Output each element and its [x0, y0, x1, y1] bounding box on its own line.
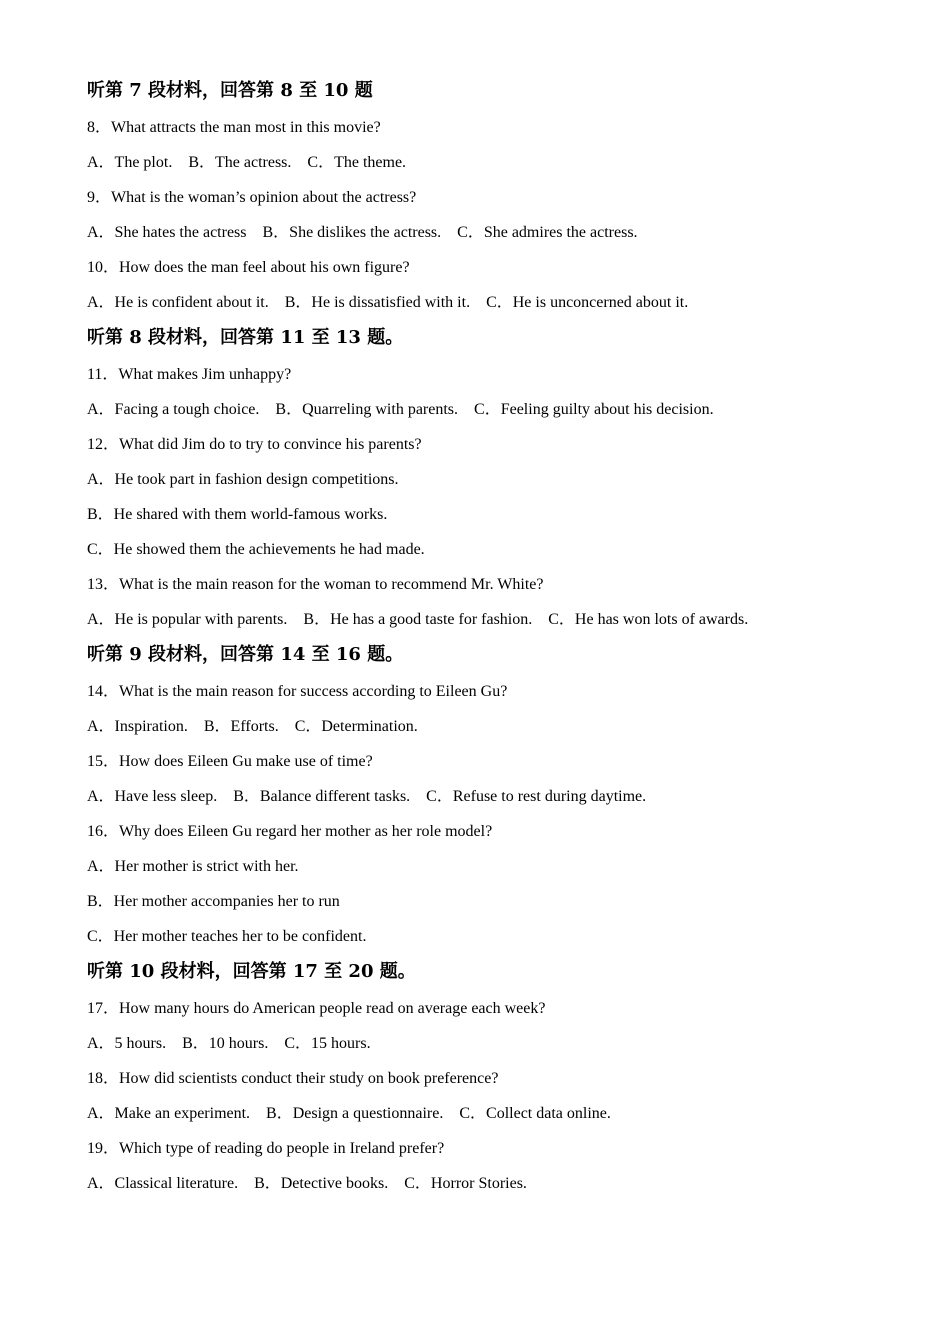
question-text: 10．How does the man feel about his own figure? [87, 259, 410, 276]
section-heading: 听第 7 段材料，回答第 8 至 10 题 [87, 80, 373, 101]
question-text: 17．How many hours do American people read on average each week? [87, 1000, 546, 1017]
answer-options: A．She hates the actress B．She dislikes the actress. C．She admires the actress. [87, 224, 638, 241]
section-heading: 听第 8 段材料，回答第 11 至 13 题。 [87, 327, 404, 348]
question-text: 8．What attracts the man most in this movie? [87, 119, 381, 136]
answer-options: A．Have less sleep. B．Balance different tasks. C．Refuse to rest during daytime. [87, 788, 647, 805]
answer-option: B．Her mother accompanies her to run [87, 893, 340, 910]
answer-option: C．Her mother teaches her to be confident. [87, 928, 367, 945]
answer-options: A．5 hours. B．10 hours. C．15 hours. [87, 1035, 371, 1052]
question-text: 12．What did Jim do to try to convince his parents? [87, 436, 422, 453]
question-text: 14．What is the main reason for success according to Eileen Gu? [87, 683, 508, 700]
answer-options: A．The plot. B．The actress. C．The theme. [87, 154, 407, 171]
question-text: 18．How did scientists conduct their study on book preference? [87, 1070, 499, 1087]
answer-options: A．Classical literature. B．Detective books. C．Horror Stories. [87, 1175, 527, 1192]
answer-option: A．He took part in fashion design competitions. [87, 471, 399, 488]
answer-options: A．He is confident about it. B．He is dissatisfied with it. C．He is unconcerned about it. [87, 294, 689, 311]
question-text: 19．Which type of reading do people in Ireland prefer? [87, 1140, 445, 1157]
answer-option: A．Her mother is strict with her. [87, 858, 299, 875]
section-heading: 听第 10 段材料，回答第 17 至 20 题。 [87, 961, 416, 982]
answer-options: A．Facing a tough choice. B．Quarreling with parents. C．Feeling guilty about his decision. [87, 401, 714, 418]
answer-options: A．Make an experiment. B．Design a questionnaire. C．Collect data online. [87, 1105, 611, 1122]
section-heading: 听第 9 段材料，回答第 14 至 16 题。 [87, 644, 404, 665]
question-text: 9．What is the woman’s opinion about the actress? [87, 189, 417, 206]
answer-option: C．He showed them the achievements he had made. [87, 541, 425, 558]
answer-options: A．Inspiration. B．Efforts. C．Determination. [87, 718, 418, 735]
question-text: 16．Why does Eileen Gu regard her mother as her role model? [87, 823, 493, 840]
answer-option: B．He shared with them world-famous works. [87, 506, 388, 523]
question-text: 11．What makes Jim unhappy? [87, 366, 292, 383]
answer-options: A．He is popular with parents. B．He has a good taste for fashion. C．He has won lots of awards. [87, 611, 749, 628]
question-text: 15．How does Eileen Gu make use of time? [87, 753, 373, 770]
question-text: 13．What is the main reason for the woman to recommend Mr. White? [87, 576, 544, 593]
document-body [87, 78, 907, 1206]
